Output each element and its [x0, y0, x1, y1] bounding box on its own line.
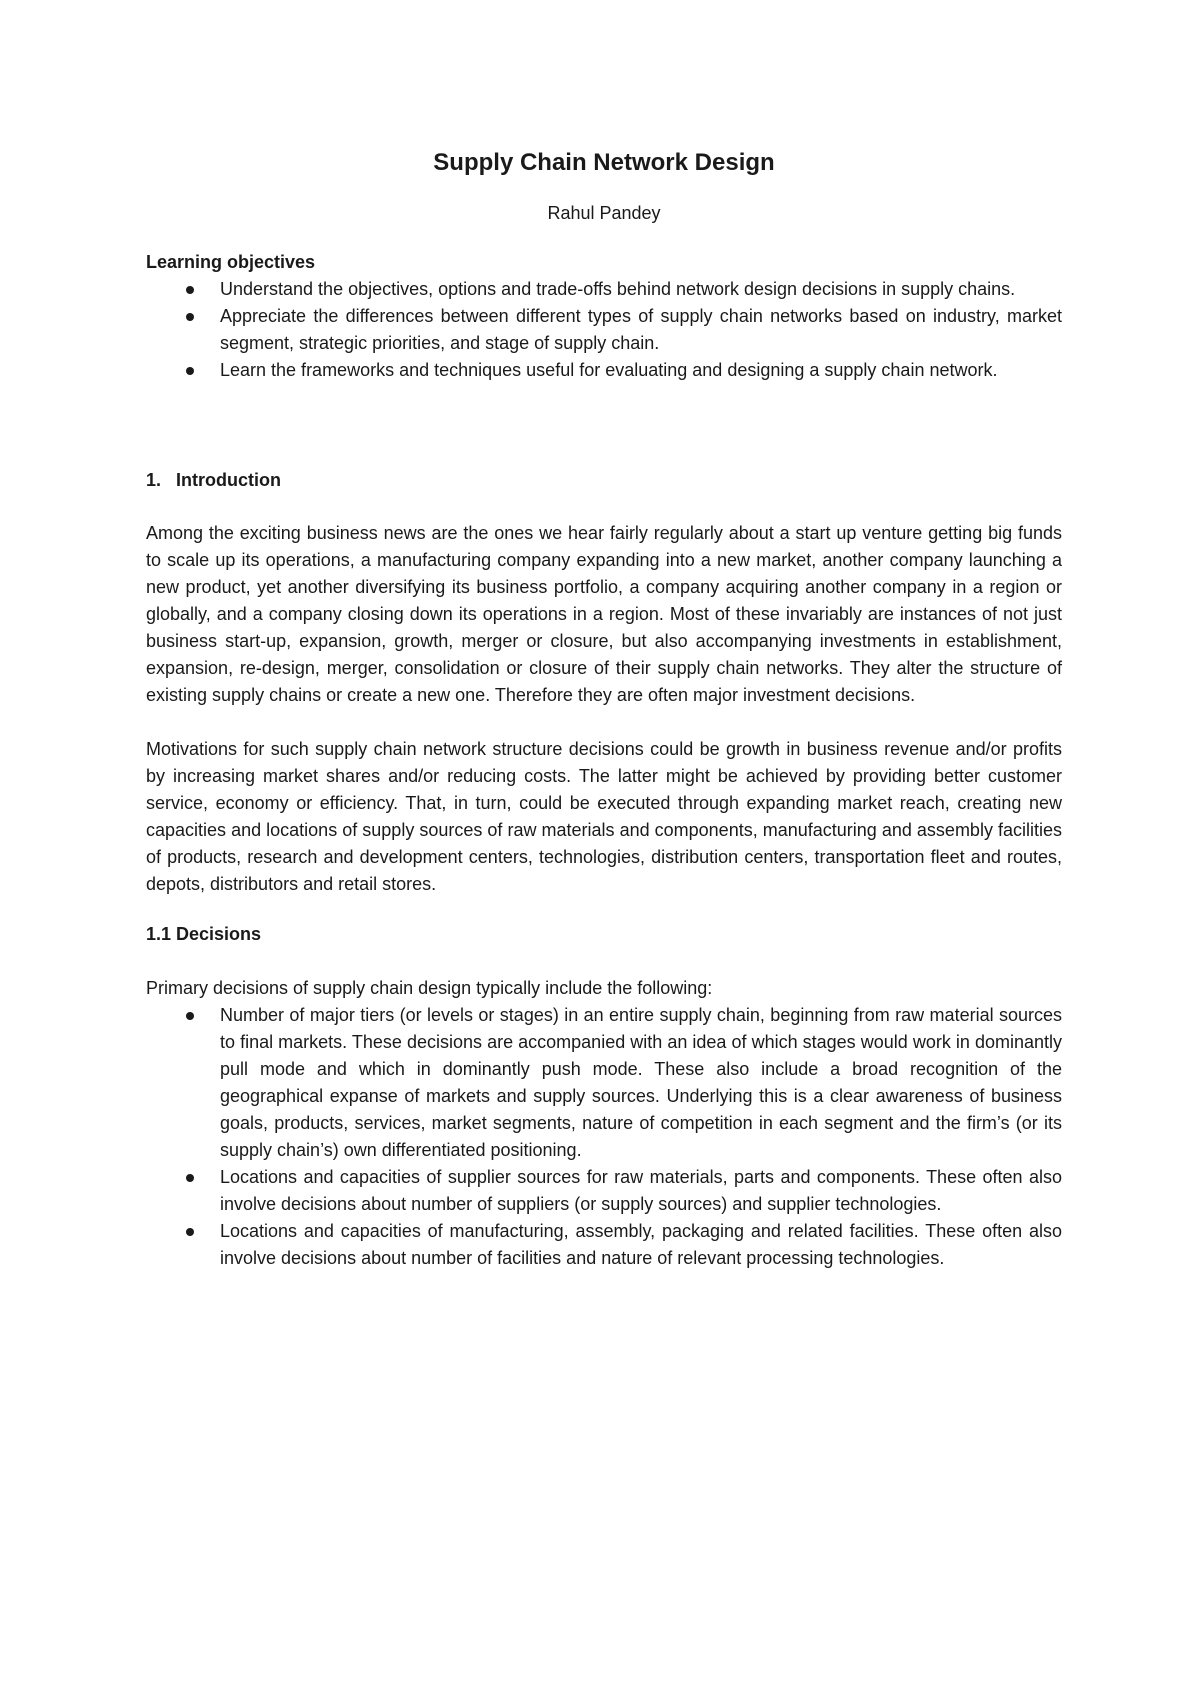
bullet-icon: [186, 286, 194, 294]
list-item-text: Locations and capacities of manufacturing, assembly, packaging and related facilities. These often also involve decisions about number of facilities and nature of relevant processing technologies.: [220, 1221, 1062, 1268]
list-item: [146, 276, 1062, 303]
bullet-icon: [186, 313, 194, 321]
decisions-intro: Primary decisions of supply chain design typically include the following:: [146, 978, 713, 998]
document-body: [146, 146, 1062, 1272]
list-item: [146, 1218, 1062, 1272]
list-item-text: Learn the frameworks and techniques useful for evaluating and designing a supply chain network.: [220, 360, 998, 380]
introduction-paragraph: Motivations for such supply chain network structure decisions could be growth in business revenue and/or profits by increasing market shares and/or reducing costs. The latter might be achieved by providing better customer service, economy or efficiency. That, in turn, could be executed through expanding market reach, creating new capacities and locations of supply sources of raw materials and components, manufacturing and assembly facilities of products, research and development centers, technologies, distribution centers, transportation fleet and routes, depots, distributors and retail stores.: [146, 739, 1062, 894]
learning-objectives-list: [146, 276, 1062, 384]
list-item: [146, 1164, 1062, 1218]
list-item-text: Understand the objectives, options and trade-offs behind network design decisions in supply chains.: [220, 279, 1016, 299]
decisions-heading: 1.1 Decisions: [146, 924, 262, 944]
list-item: [146, 357, 1062, 384]
list-item-text: Number of major tiers (or levels or stages) in an entire supply chain, beginning from raw material sources to final markets. These decisions are accompanied with an idea of which stages would work in dominantly pull mode and which in dominantly push mode. These also include a broad recognition of the geographical expanse of markets and supply sources. Underlying this is a clear awareness of business goals, products, services, market segments, nature of competition in each segment and the firm’s (or its supply chain’s) own differentiated positioning.: [220, 1005, 1062, 1160]
introduction-heading: 1. Introduction: [146, 470, 281, 490]
list-item-text: Appreciate the differences between different types of supply chain networks based on industry, market segment, strategic priorities, and stage of supply chain.: [220, 306, 1062, 353]
list-item: [146, 303, 1062, 357]
document-title: Supply Chain Network Design: [433, 149, 775, 176]
learning-objectives-heading: Learning objectives: [146, 252, 316, 272]
bullet-icon: [186, 1174, 194, 1182]
decisions-list: [146, 1002, 1062, 1272]
list-item-text: Locations and capacities of supplier sources for raw materials, parts and components. These often also involve decisions about number of suppliers (or supply sources) and supplier technologies.: [220, 1167, 1062, 1214]
list-item: [146, 1002, 1062, 1164]
introduction-paragraph: Among the exciting business news are the ones we hear fairly regularly about a start up venture getting big funds to scale up its operations, a manufacturing company expanding into a new market, another company launching a new product, yet another diversifying its business portfolio, a company acquiring another company in a region or globally, and a company closing down its operations in a region. Most of these invariably are instances of not just business start-up, expansion, growth, merger or closure, but also accompanying investments in establishment, expansion, re-design, merger, consolidation or closure of their supply chain networks. They alter the structure of existing supply chains or create a new one. Therefore they are often major investment decisions.: [146, 523, 1062, 705]
bullet-icon: [186, 1012, 194, 1020]
bullet-icon: [186, 1228, 194, 1236]
document-author: Rahul Pandey: [547, 203, 661, 223]
bullet-icon: [186, 367, 194, 375]
